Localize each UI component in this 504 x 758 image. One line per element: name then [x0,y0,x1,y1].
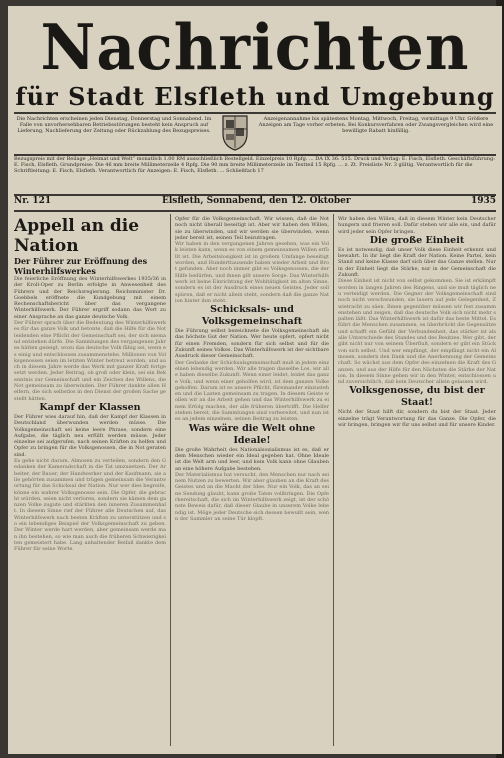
masthead-rule [14,112,496,114]
column-2-body-3: Der Materialismus hat versucht, den Menschen nur nach seinem Nutzen zu bewerten. Wir aber glauben an die Kraft des Geistes und an die Macht der Idee. Nur ein Volk, das an seine Sendung glaubt, kann große Taten vollbringen. Die Opferbereitschaft, die sich im Winterhilfswerk zeigt, ist der schönste Beweis dafür, daß dieser Glaube in unserem Volke lebendig ist. Möge jeder Deutsche sich dessen bewußt sein, wenn der Sammler an seine Tür klopft. [175,471,329,522]
subhead-fuehrer: Der Führer zur Eröffnung des Winterhilfswerkes [14,256,148,276]
column-1 [14,216,166,746]
column-rule-2 [333,214,334,746]
article-section-kampf: Der Führer wies darauf hin, daß der Kampf der Klassen in Deutschland überwunden werden müsse. Die Volksgemeinschaft sei keine leere Phrase, sondern eine Aufgabe, die täglich neu erfüllt werden müsse. Jeder einzelne sei aufgerufen, nach seinen Kräften zu helfen und Opfer zu bringen für die Volksgenossen, die in Not geraten sind. [14,413,166,458]
column-3 [338,216,496,746]
section-head-schicksal: Schicksals- und Volksgemeinschaft [201,304,303,328]
section-head-kampf: Kampf der Klassen [39,401,141,413]
section-head-staat: Volksgenosse, du bist der Staat! [349,385,485,409]
year: 1935 [470,196,496,206]
column-3-body-1: Diese Einheit ist nicht von selbst gekommen. Sie ist erkämpft worden in langen Jahren des Ringens, und sie muß täglich neu verteidigt werden. Die Gegner der Volksgemeinschaft sind noch nicht verschwunden, sie lauern auf jede Gelegenheit, Zwietracht zu säen. Ihnen gegenüber müssen wir fest zusammenstehen und zeigen, daß das deutsche Volk sich nicht mehr spalten läßt. Das Winterhilfswerk ist dafür das beste Mittel. Es führt die Menschen zusammen, es überbrückt die Gegensätze und schafft ein Gefühl der Verbundenheit, das stärker ist als alle Unterschiede des Standes und des Besitzes. Wer gibt, der gibt nicht nur von seinem Überfluß, sondern er gibt ein Stück von sich selbst. Und wer empfängt, der empfängt nicht ein Almosen, sondern den Dank und die Anerkennung der Gemeinschaft. So wächst aus dem Opfer des einzelnen die Kraft des Ganzen, und aus der Hilfe für den Nächsten die Stärke der Nation. In diesem Sinne gehen wir in den Winter, entschlossen und zuversichtlich, daß kein Deutscher allein gelassen wird. [338,278,496,386]
masthead-title: Nachrichten [40,11,470,85]
place-date: Elsfleth, Sonnabend, den 12. Oktober [162,196,351,206]
article-body-1: Der Führer sprach über die Bedeutung des Winterhilfswerkes für das ganze Volk und betonte, daß die Hilfe für die Notleidenden eine Pflicht der Gemeinschaft sei, der sich niemand entziehen dürfe. Die Sammlungen des vergangenen Jahres hätten gezeigt, wozu das deutsche Volk fähig sei, wenn es einig und entschlossen zusammenstehe. Millionen von Volksgenossen seien im letzten Winter betreut worden, und auch in diesem Jahre werde das Werk mit ganzer Kraft fortgesetzt werden. Jeder Beitrag, ob groß oder klein, sei ein Bekenntnis zur Gemeinschaft und ein Zeichen des Willens, die Not gemeinsam zu überwinden. Der Führer dankte allen Helfern, die sich selbstlos in den Dienst der großen Sache gestellt hätten. [14,320,166,402]
info-left: Die Nachrichten erscheinen jeden Dienstag, Donnerstag und Sonnabend. Im Falle von unvorhersehbaren Betriebsstörungen besteht kein Anspruch auf Lieferung, Nachlieferung der Zeitung oder Rückzahlung des Bezugspreises. [16,116,212,135]
issue-number: Nr. 121 [14,196,52,206]
column-2-body-1: Wir haben in den vergangenen Jahren gesehen, was ein Volk leisten kann, wenn es von einem gemeinsamen Willen erfüllt ist. Die Arbeitslosigkeit ist in großem Umfange beseitigt worden, und Hunderttausende haben wieder Arbeit und Brot gefunden. Aber noch immer gibt es Volksgenossen, die der Hilfe bedürfen, und ihnen gilt unsere Sorge. Das Winterhilfswerk ist keine Einrichtung der Wohltätigkeit im alten Sinne, sondern es ist der Ausdruck eines neuen Geistes. Jeder soll spüren, daß er nicht allein steht, sondern daß die ganze Nation hinter ihm steht. [175,241,329,304]
column-2-body-2: Der Gedanke der Schicksalsgemeinschaft muß in jedem einzelnen lebendig werden. Wir alle tragen dasselbe Los, wir alle haben dieselbe Zukunft. Wenn einer leidet, leidet das ganze Volk, und wenn einer geholfen wird, ist dem ganzen Volke geholfen. Darum ist es unsere Pflicht, füreinander einzustehen und die Lasten gemeinsam zu tragen. In diesem Geiste wollen wir an die Arbeit gehen und das Winterhilfswerk zu einem Erfolg machen, der alle früheren übertrifft. Die Helfer stehen bereit, die Sammlungen sind vorbereitet, und nun ist es an jedem einzelnen, seinen Beitrag zu leisten. [175,359,329,423]
column-3-section-2: Nicht der Staat hilft dir, sondern du bist der Staat. Jeder einzelne trägt Verantwortung für das Ganze. Die Opfer, die wir bringen, bringen wir für uns selbst und für unsere Kinder. [338,409,496,429]
article-lead: Die feierliche Eröffnung des Winterhilfswerkes 1935/36 in der Kroll-Oper zu Berlin erfolgte in Anwesenheit des Führers und der Reichsregierung. Reichsminister Dr. Goebbels eröffnete die Kundgebung mit einem Rechenschaftsbericht über das vergangene Winterhilfswerk. Der Führer ergriff sodann das Wort zu einer Ansprache an das ganze deutsche Volk. [14,276,166,320]
column-2-lead: Opfer für die Volksgemeinschaft. Wir wissen, daß die Not noch nicht überall beseitigt ist. Aber wir haben den Willen, sie zu überwinden, und wir werden sie überwinden, wenn jeder bereit ist, seinen Teil beizutragen. [175,216,329,241]
section-head-einheit: Die große Einheit [369,234,465,246]
column-2-section-2: Die große Wahrheit des Nationalsozialismus ist es, daß er dem Menschen wieder ein Ideal gegeben hat. Ohne Ideale ist die Welt arm und leer, und kein Volk kann ohne Glauben an eine höhere Aufgabe bestehen. [175,446,329,472]
dateline-rule-bottom [14,210,496,212]
dateline [14,196,496,210]
column-rule-1 [170,214,171,746]
masthead-subtitle: für Stadt Elsfleth und Umgebung [15,82,495,111]
coat-of-arms-icon [220,114,250,152]
section-head-ideale: Was wäre die Welt ohne Ideale! [188,422,316,446]
column-3-section-1: Es ist notwendig, daß unser Volk diese Einheit erkennt und bewahrt. In ihr liegt die Kraft der Nation. Keine Partei, kein Stand und keine Klasse darf sich über das Ganze stellen. Nur in der Einheit liegt die Stärke, nur in der Gemeinschaft die Zukunft. [338,246,496,279]
column-2-section-1: Die Führung selbst bezeichnete die Volksgemeinschaft als das höchste Gut der Nation. Wer heute opfert, opfert nicht für einen Fremden, sondern für sich selbst und für die Zukunft seines Volkes. Das Winterhilfswerk ist der sichtbare Ausdruck dieser Gemeinschaft. [175,328,329,360]
newspaper-page [8,6,502,754]
info-bar: Bezugspreis mit der Beilage „Heimat und Welt“ monatlich 1.00 RM ausschließlich Bestellgeld. Einzelpreis 10 Rpfg. ... DA IX 36: 515. Druck und Verlag: E. Fisch, Elsfleth. Geschäftsführung: E. Fisch, Elsfleth. Grundpreise: Die 46 mm breite Millimeterzeile 4 Rpfg. Die 90 mm breite Millimeterzeile im Textteil 15 Rpfg. ... z. Zt. Preisliste Nr. 3 gültig. Verantwortlich für die Schriftleitung: E. Fisch, Elsfleth. Verantwortlich für Anzeigen: E. Fisch, Elsfleth. ... Schließfach 17 [14,156,495,174]
column-2 [175,216,329,746]
info-right: Anzeigenannahme bis spätestens Montag, Mittwoch, Freitag, vormittags 9 Uhr. Größere Anzeigen am Tage vorher erbeten. Bei Konkursverfahren oder Zwangsvergleichen wird eine bewilligte Rabatt hinfällig. [258,116,494,135]
article-body-2: Es gehe nicht darum, Almosen zu verteilen, sondern den Gedanken der Kameradschaft in die Tat umzusetzen. Der Arbeiter, der Bauer, der Handwerker und der Kaufmann, sie alle gehörten zusammen und trügen gemeinsam die Verantwortung für das Schicksal der Nation. Nur wer dies begreife, könne ein wahrer Volksgenosse sein. Die Opfer, die gebracht würden, seien nicht verloren, sondern sie kämen dem ganzen Volke zugute und stärkten den inneren Zusammenhalt. In diesem Sinne rief der Führer alle Deutschen auf, das Winterhilfswerk nach besten Kräften zu unterstützen und so ein lebendiges Beispiel der Volksgemeinschaft zu geben. Der Winter werde hart werden, aber gemeinsam werde man ihn bestehen, so wie man auch die früheren Schwierigkeiten gemeistert habe. Lang anhaltender Beifall dankte dem Führer für seine Worte. [14,458,166,553]
headline-appell: Appell an die Nation [14,216,140,256]
column-3-lead: Wir haben den Willen, daß in diesem Winter kein Deutscher hungern und frieren soll. Dafür stehen wir alle ein, und dafür wird jeder sein Opfer bringen. [338,216,496,235]
